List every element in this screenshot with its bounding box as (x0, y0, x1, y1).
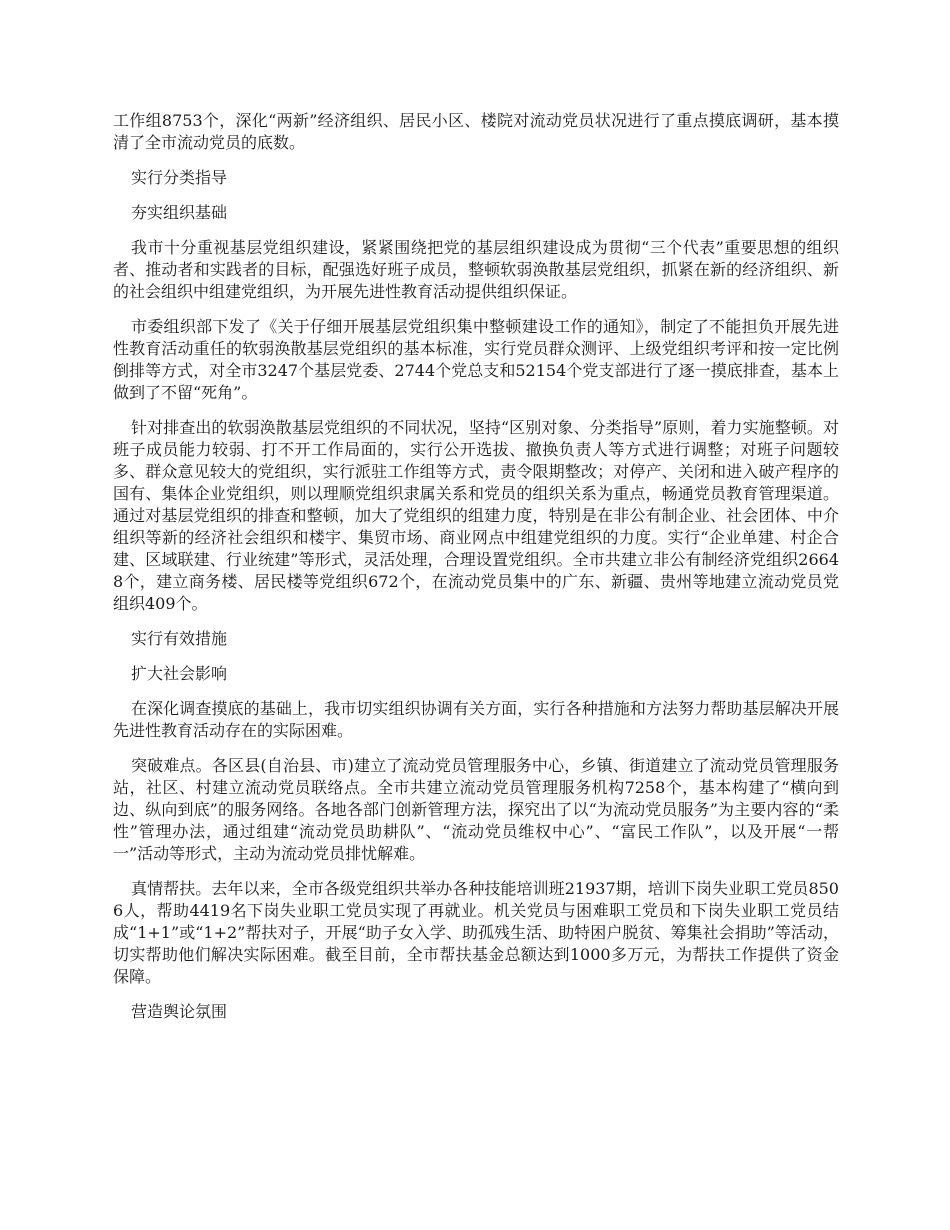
section-heading: 营造舆论氛围 (131, 1002, 228, 1021)
body-paragraph: 真情帮扶。去年以来，全市各级党组织共举办各种技能培训班21937期，培训下岗失业职工党员8506人，帮助4419名下岗失业职工党员实现了再就业。机关党员与困难职工党员和下岗失业职工党员结成“1+1”或“1+2”帮扶对子，开展“助子女入学、助孤残生活、助特困户脱贫、筹集社会捐助”等活动，切实帮助他们解决实际困难。截至目前，全市帮扶基金总额达到1000多万元，为帮扶工作提供了资金保障。 (113, 879, 839, 986)
body-paragraph: 在深化调查摸底的基础上，我市切实组织协调有关方面，实行各种措施和方法努力帮助基层解决开展先进性教育活动存在的实际困难。 (113, 699, 839, 740)
body-paragraph: 我市十分重视基层党组织建设，紧紧围绕把党的基层组织建设成为贯彻“三个代表”重要思想的组织者、推动者和实践者的目标，配强选好班子成员，整顿软弱涣散基层党组织，抓紧在新的经济组织、新的社会组织中组建党组织，为开展先进性教育活动提供组织保证。 (113, 238, 839, 301)
body-paragraph: 针对排查出的软弱涣散基层党组织的不同状况，坚持“区别对象、分类指导”原则，着力实施整顿。对班子成员能力较弱、打不开工作局面的，实行公开选拔、撤换负责人等方式进行调整；对班子问题较多、群众意见较大的党组织，实行派驻工作组等方式，责令限期整改；对停产、关闭和进入破产程序的国有、集体企业党组织，则以理顺党组织隶属关系和党员的组织关系为重点，畅通党员教育管理渠道。通过对基层党组织的排查和整顿，加大了党组织的组建力度，特别是在非公有制企业、社会团体、中介组织等新的经济社会组织和楼宇、集贸市场、商业网点中组建党组织的力度。实行“企业单建、村企合建、区域联建、行业统建”等形式，灵活处理，合理设置党组织。全市共建立非公有制经济党组织26648个，建立商务楼、居民楼等党组织672个，在流动党员集中的广东、新疆、贵州等地建立流动党员党组织409个。 (113, 418, 839, 613)
section-heading: 扩大社会影响 (131, 664, 228, 683)
section-heading: 实行有效措施 (131, 629, 228, 648)
section-heading: 夯实组织基础 (131, 203, 228, 222)
body-paragraph: 突破难点。各区县(自治县、市)建立了流动党员管理服务中心，乡镇、街道建立了流动党员管理服务站，社区、村建立流动党员联络点。全市共建立流动党员管理服务机构7258个，基本构建了“横向到边、纵向到底”的服务网络。各地各部门创新管理方法，探究出了以“为流动党员服务”为主要内容的“柔性”管理办法，通过组建“流动党员助耕队”、“流动党员维权中心”、“富民工作队”，以及开展“一帮一”活动等形式，主动为流动党员排忧解难。 (113, 756, 839, 863)
section-heading: 实行分类指导 (131, 168, 228, 187)
document-page (113, 110, 839, 1036)
continuation-paragraph: 工作组8753个，深化“两新”经济组织、居民小区、楼院对流动党员状况进行了重点摸底调研，基本摸清了全市流动党员的底数。 (113, 111, 839, 152)
body-paragraph: 市委组织部下发了《关于仔细开展基层党组织集中整顿建设工作的通知》，制定了不能担负开展先进性教育活动重任的软弱涣散基层党组织的基本标准，实行党员群众测评、上级党组织考评和按一定比例倒排等方式，对全市3247个基层党委、2744个党总支和52154个党支部进行了逐一摸底排查，基本上做到了不留“死角”。 (113, 317, 839, 402)
